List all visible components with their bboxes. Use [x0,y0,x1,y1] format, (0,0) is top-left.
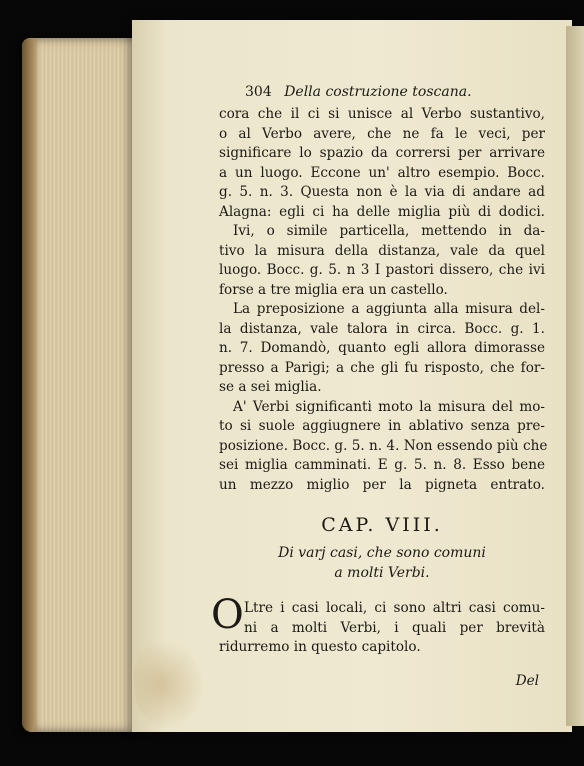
text-line: se a sei miglia. [219,379,322,395]
subtitle-line: a molti Verbi. [334,565,430,581]
chapter-heading: CAP. VIII. [321,514,443,536]
text-line: sei miglia camminati. E g. 5. n. 8. Esso bene [219,457,545,473]
catchword: Del [515,672,539,689]
page-block-edge [22,38,142,732]
text-line: A' Verbi significanti moto la misura del mo- [233,398,545,415]
text-line: o al Verbo avere, che ne fa le veci, per [219,125,545,142]
drop-cap: O [211,592,244,638]
text-line: presso a Parigi; a che gli fu risposto, che for- [219,359,545,376]
page-number: 304 [245,84,272,100]
text-line: luogo. Bocc. g. 5. n 3 I pastori dissero, che ivi [219,262,545,278]
text-line: n. 7. Domandò, quanto egli allora dimorasse [219,340,545,356]
chapter-paragraph [211,592,545,658]
text-line: ridurremo in questo capitolo. [219,639,421,655]
text-line: g. 5. n. 3. Questa non è la via di andare ad [219,184,545,200]
text-line: Ltre i casi locali, ci sono altri casi comu- [244,600,545,616]
facing-page-edge [566,26,584,726]
text-line: ni a molti Verbi, i quali per brevità [244,619,545,636]
text-line: a un luogo. Eccone un' altro esempio. Bocc. [219,164,545,181]
text-line: la distanza, vale talora in circa. Bocc. g. 1. [219,320,545,337]
text-line: posizione. Bocc. g. 5. n. 4. Non essendo più che [219,437,548,454]
page-text [211,83,548,691]
text-line: Alagna: egli ci ha delle miglia più di dodici. [219,203,545,220]
subtitle-line: Di varj casi, che sono comuni [278,545,486,561]
text-line: La preposizione a aggiunta alla misura del- [233,301,545,317]
text-line: tivo la misura della distanza, vale da quel [219,242,545,259]
running-header [219,83,545,105]
text-line: to si suole aggiugnere in ablativo senza pre- [219,418,545,434]
chapter-subtitle [219,543,545,583]
text-line: forse a tre miglia era un castello. [219,281,448,298]
text-line: significare lo spazio da corrersi per arrivare [219,145,545,161]
running-title: Della costruzione toscana. [284,84,472,100]
text-line: cora che il ci si unisce al Verbo sustantivo, [219,106,545,122]
text-line: un mezzo miglio per la pigneta entrato. [219,476,545,493]
text-line: Ivi, o simile particella, mettendo in da- [233,223,545,239]
